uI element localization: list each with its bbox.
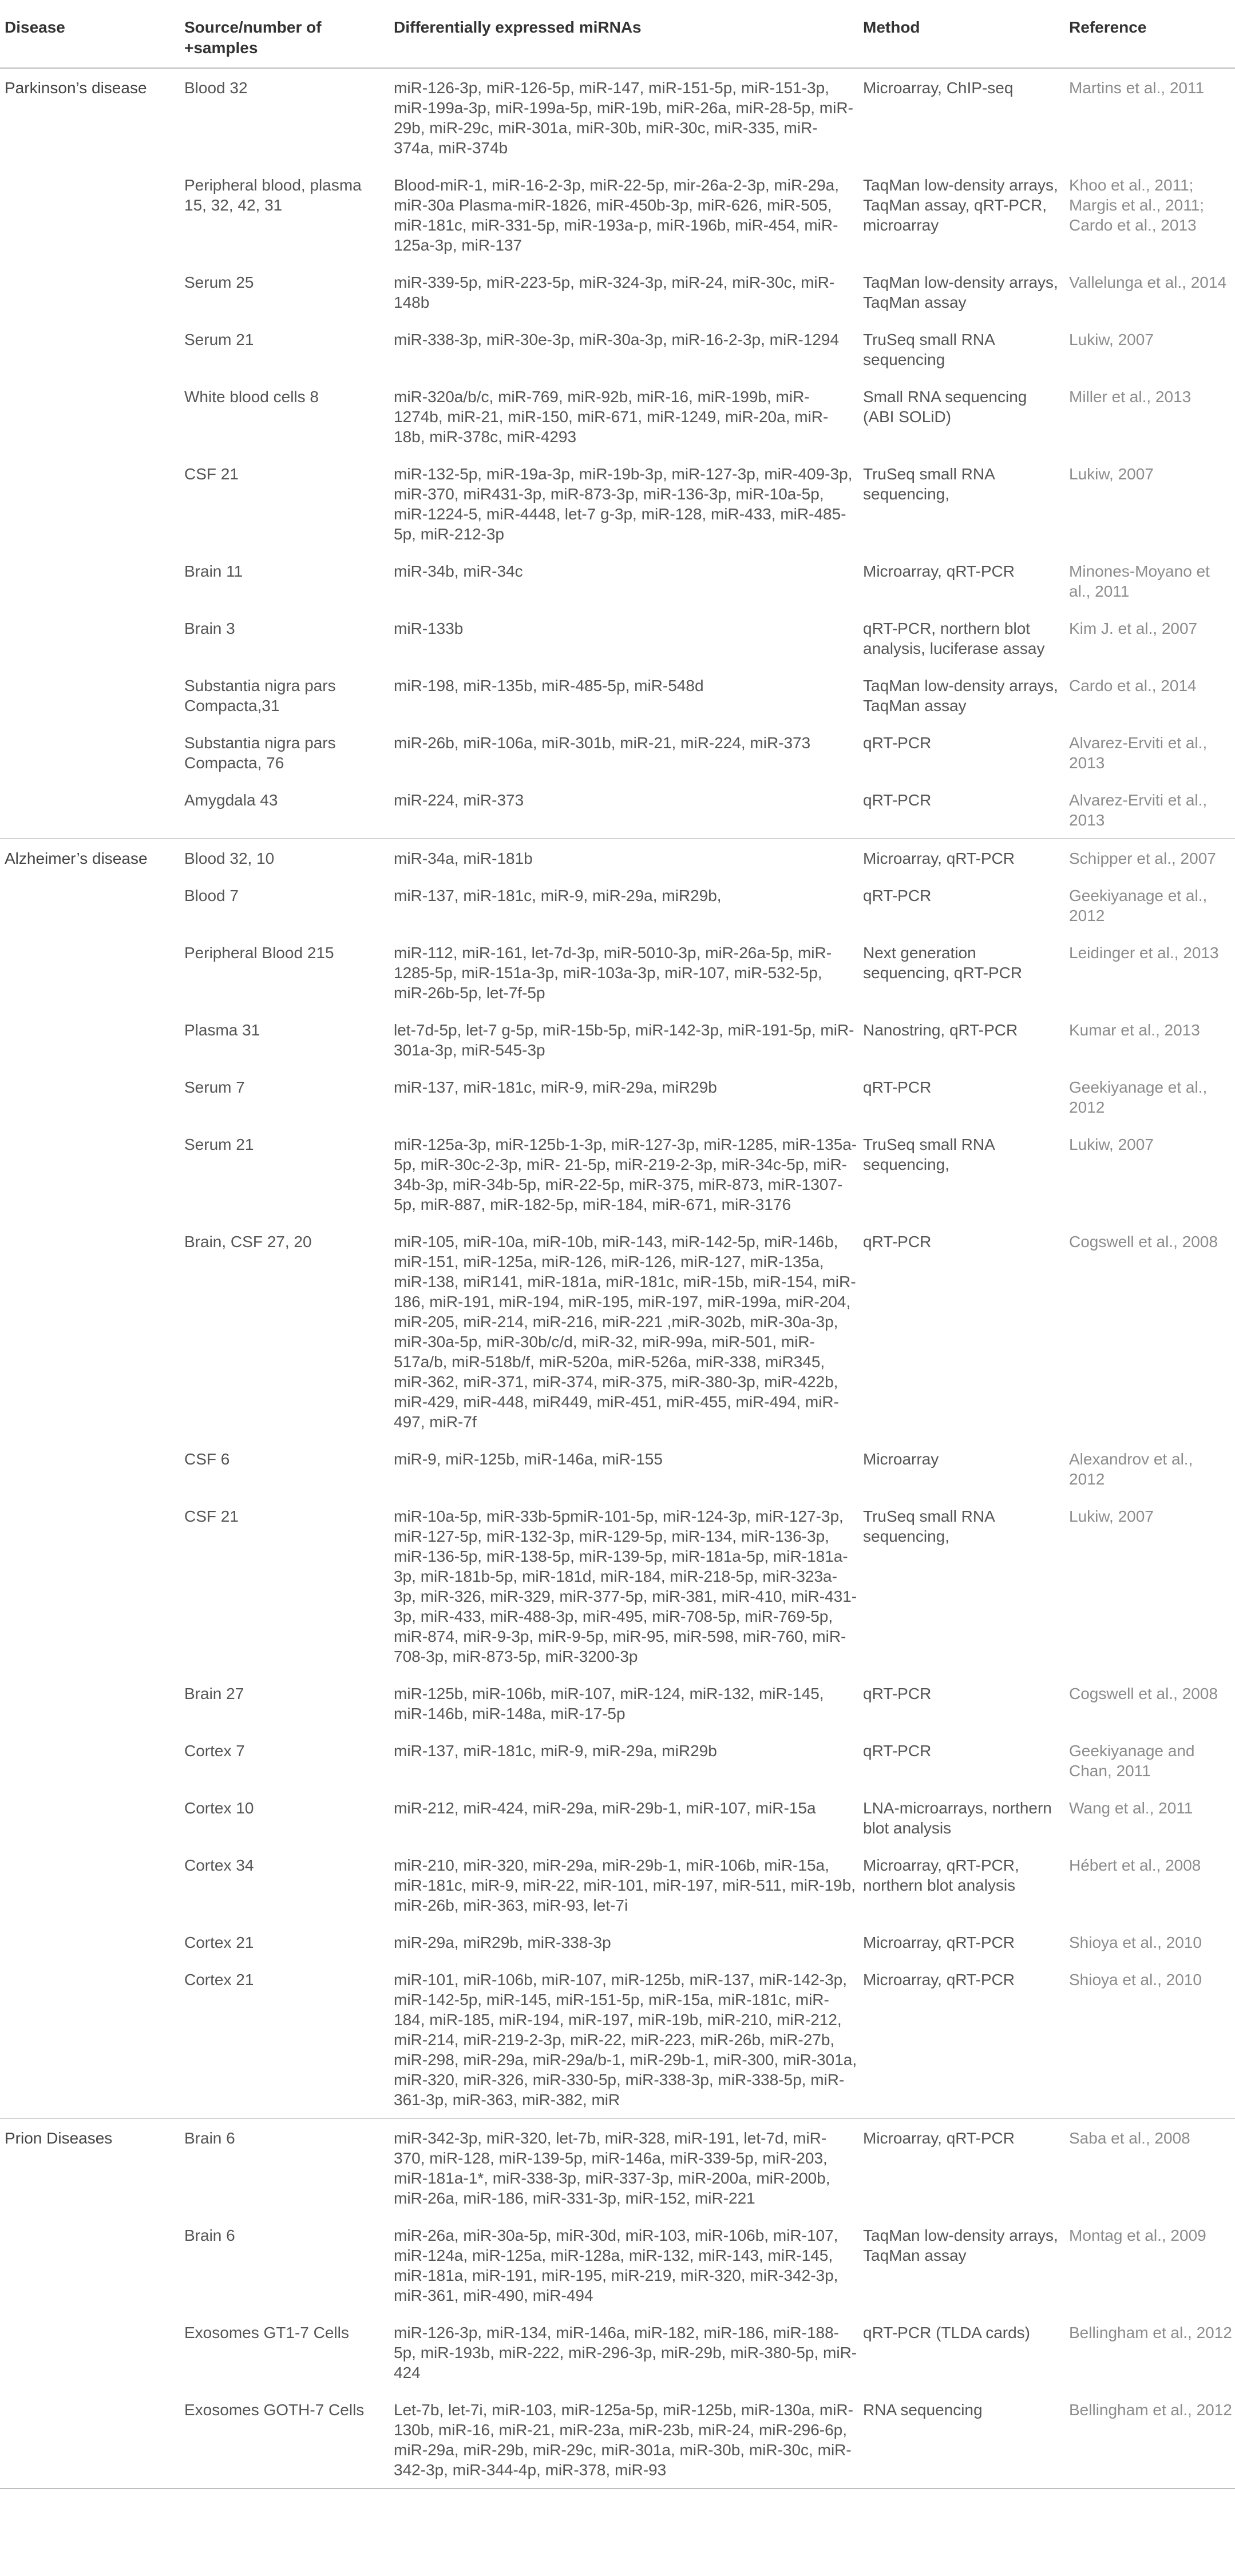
header-source: Source/number of +samples <box>184 18 322 57</box>
reference-cell: Lukiw, 2007 <box>1069 1136 1154 1153</box>
mirnas-cell: miR-10a-5p, miR-33b-5pmiR-101-5p, miR-124-3p, miR-127-3p, miR-127-5p, miR-132-3p, miR-129-5p, miR-134, miR-136-3p, miR-136-5p, miR-138-5p, miR-139-5p, miR-181a-5p, miR-181a-3p, miR-181b-5p, miR-181d, miR-184, miR-218-5p, miR-323a-3p, miR-326, miR-329, miR-377-5p, miR-381, miR-410, miR-431-3p, miR-433, miR-488-3p, miR-495, miR-708-5p, miR-769-5p, miR-874, miR-9-3p, miR-9-5p, miR-95, miR-598, miR-760, miR-708-3p, miR-873-5p, miR-3200-3p <box>394 1507 857 1665</box>
source-cell: Brain 6 <box>184 2129 235 2147</box>
mirnas-cell: miR-137, miR-181c, miR-9, miR-29a, miR29b <box>394 1078 717 1096</box>
reference-cell: Bellingham et al., 2012 <box>1069 2401 1232 2419</box>
source-cell: Blood 32 <box>184 79 248 97</box>
table-row <box>0 1068 1235 1125</box>
table-row <box>0 934 1235 1011</box>
mirnas-cell: miR-105, miR-10a, miR-10b, miR-143, miR-142-5p, miR-146b, miR-151, miR-125a, miR-126, miR-126, miR-127, miR-135a, miR-138, miR141, miR-181a, miR-181c, miR-15b, miR-154, miR-186, miR-191, miR-194, miR-195, miR-197, miR-199a, miR-204, miR-205, miR-214, miR-216, miR-221 ,miR-302b, miR-30a-3p, miR-30a-5p, miR-30b/c/d, miR-32, miR-99a, miR-501, miR-517a/b, miR-518b/f, miR-520a, miR-526a, miR-338, miR345, miR-362, miR-371, miR-374, miR-375, miR-380-3p, miR-422b, miR-429, miR-448, miR449, miR-451, miR-455, miR-494, miR-497, miR-7f <box>394 1233 856 1431</box>
mirnas-cell: miR-125b, miR-106b, miR-107, miR-124, miR-132, miR-145, miR-146b, miR-148a, miR-17-5p <box>394 1685 824 1722</box>
disease-cell: Prion Diseases <box>5 2129 113 2147</box>
source-cell: Blood 7 <box>184 887 239 904</box>
mirnas-cell: miR-137, miR-181c, miR-9, miR-29a, miR29b, <box>394 887 722 904</box>
mirnas-cell: miR-26a, miR-30a-5p, miR-30d, miR-103, miR-106b, miR-107, miR-124a, miR-125a, miR-128a, miR-132, miR-143, miR-145, miR-181a, miR-191, miR-195, miR-219, miR-320, miR-342-3p, miR-361, miR-490, miR-494 <box>394 2226 838 2304</box>
reference-cell: Geekiyanage et al., 2012 <box>1069 1078 1208 1116</box>
table-row <box>0 1011 1235 1068</box>
table-row <box>0 2216 1235 2313</box>
reference-cell: Geekiyanage et al., 2012 <box>1069 887 1208 924</box>
mirnas-cell: miR-101, miR-106b, miR-107, miR-125b, miR-137, miR-142-3p, miR-142-5p, miR-145, miR-151-5p, miR-15a, miR-181c, miR-184, miR-185, miR-194, miR-197, miR-19b, miR-210, miR-212, miR-214, miR-219-2-3p, miR-22, miR-223, miR-26b, miR-27b, miR-298, miR-29a, miR-29a/b-1, miR-29b-1, miR-300, miR-301a, miR-320, miR-326, miR-330-5p, miR-338-3p, miR-338-5p, miR-361-3p, miR-363, miR-382, miR <box>394 1971 857 2109</box>
reference-cell: Schipper et al., 2007 <box>1069 850 1216 867</box>
table-row <box>0 69 1235 166</box>
table-bottom-rule <box>0 2488 1235 2489</box>
mirnas-cell: miR-126-3p, miR-126-5p, miR-147, miR-151-5p, miR-151-3p, miR-199a-3p, miR-199a-5p, miR-19b, miR-26a, miR-28-5p, miR-29b, miR-29c, miR-301a, miR-30b, miR-30c, miR-335, miR-374a, miR-374b <box>394 79 853 157</box>
method-cell: Nanostring, qRT-PCR <box>863 1021 1018 1039</box>
reference-cell: Lukiw, 2007 <box>1069 465 1154 483</box>
method-cell: TaqMan low-density arrays, TaqMan assay, qRT-PCR, microarray <box>863 176 1058 234</box>
mirnas-cell: miR-126-3p, miR-134, miR-146a, miR-182, miR-186, miR-188-5p, miR-193b, miR-222, miR-296-3p, miR-29b, miR-380-5p, miR-424 <box>394 2324 857 2381</box>
method-cell: qRT-PCR <box>863 1742 932 1760</box>
method-cell: qRT-PCR <box>863 1233 932 1251</box>
table-body <box>0 69 1235 2488</box>
reference-cell: Kim J. et al., 2007 <box>1069 620 1198 637</box>
method-cell: qRT-PCR <box>863 791 932 809</box>
method-cell: Microarray, qRT-PCR, northern blot analysis <box>863 1856 1019 1894</box>
source-cell: Serum 7 <box>184 1078 245 1096</box>
table-row <box>0 2118 1235 2216</box>
method-cell: Microarray, ChIP-seq <box>863 79 1014 97</box>
reference-cell: Alexandrov et al., 2012 <box>1069 1450 1193 1488</box>
method-cell: qRT-PCR <box>863 1078 932 1096</box>
source-cell: White blood cells 8 <box>184 388 319 406</box>
table-row <box>0 320 1235 378</box>
mirnas-cell: miR-112, miR-161, let-7d-3p, miR-5010-3p, miR-26a-5p, miR-1285-5p, miR-151a-3p, miR-103a-3p, miR-107, miR-532-5p, miR-26b-5p, let-7f-5p <box>394 944 832 1002</box>
method-cell: Microarray, qRT-PCR <box>863 1971 1015 1988</box>
source-cell: Brain 6 <box>184 2226 235 2244</box>
reference-cell: Lukiw, 2007 <box>1069 1507 1154 1525</box>
table-row <box>0 2391 1235 2488</box>
source-cell: Cortex 21 <box>184 1971 254 1988</box>
reference-cell: Geekiyanage and Chan, 2011 <box>1069 1742 1195 1780</box>
source-cell: Serum 25 <box>184 273 254 291</box>
source-cell: Exosomes GOTH-7 Cells <box>184 2401 365 2419</box>
reference-cell: Saba et al., 2008 <box>1069 2129 1190 2147</box>
table-row <box>0 1923 1235 1960</box>
mirnas-cell: miR-342-3p, miR-320, let-7b, miR-328, miR-191, let-7d, miR-370, miR-128, miR-139-5p, miR-146a, miR-339-5p, miR-203, miR-181a-1*, miR-338-3p, miR-337-3p, miR-200a, miR-200b, miR-26a, miR-186, miR-331-3p, miR-152, miR-221 <box>394 2129 830 2207</box>
mirnas-cell: miR-198, miR-135b, miR-485-5p, miR-548d <box>394 677 704 694</box>
source-cell: Amygdala 43 <box>184 791 278 809</box>
table-row <box>0 455 1235 552</box>
reference-cell: Shioya et al., 2010 <box>1069 1934 1202 1951</box>
table-row <box>0 724 1235 781</box>
mirnas-cell: miR-320a/b/c, miR-769, miR-92b, miR-16, miR-199b, miR-1274b, miR-21, miR-150, miR-671, miR-1249, miR-20a, miR-18b, miR-378c, miR-4293 <box>394 388 829 446</box>
reference-cell: Hébert et al., 2008 <box>1069 1856 1201 1874</box>
reference-cell: Montag et al., 2009 <box>1069 2226 1206 2244</box>
source-cell: Plasma 31 <box>184 1021 260 1039</box>
method-cell: RNA sequencing <box>863 2401 983 2419</box>
source-cell: Serum 21 <box>184 331 254 348</box>
mirnas-cell: miR-224, miR-373 <box>394 791 524 809</box>
reference-cell: Shioya et al., 2010 <box>1069 1971 1202 1988</box>
source-cell: Brain 27 <box>184 1685 244 1702</box>
table-header <box>0 0 1235 69</box>
table-row <box>0 609 1235 666</box>
method-cell: qRT-PCR, northern blot analysis, luciferase assay <box>863 620 1045 657</box>
method-cell: TruSeq small RNA sequencing, <box>863 465 995 503</box>
source-cell: Cortex 7 <box>184 1742 245 1760</box>
reference-cell: Bellingham et al., 2012 <box>1069 2324 1232 2341</box>
table-row <box>0 876 1235 934</box>
table-row <box>0 1846 1235 1923</box>
mirnas-cell: miR-125a-3p, miR-125b-1-3p, miR-127-3p, miR-1285, miR-135a-5p, miR-30c-2-3p, miR- 21-5p, miR-219-2-3p, miR-34c-5p, miR-34b-3p, miR-34b-5p, miR-22-5p, miR-375, miR-873, miR-1307-5p, miR-887, miR-182-5p, miR-184, miR-671, miR-3176 <box>394 1136 857 1213</box>
table-row <box>0 2313 1235 2391</box>
source-cell: Substantia nigra pars Compacta,31 <box>184 677 336 715</box>
source-cell: Peripheral Blood 215 <box>184 944 334 962</box>
mirnas-cell: Let-7b, let-7i, miR-103, miR-125a-5p, miR-125b, miR-130a, miR-130b, miR-16, miR-21, miR-23a, miR-23b, miR-24, miR-296-6p, miR-29a, miR-29b, miR-29c, miR-301a, miR-30b, miR-30c, miR-342-3p, miR-344-4p, miR-378, miR-93 <box>394 2401 853 2479</box>
table-row <box>0 838 1235 876</box>
mirnas-cell: Blood-miR-1, miR-16-2-3p, miR-22-5p, mir-26a-2-3p, miR-29a, miR-30a Plasma-miR-1826, miR-450b-3p, miR-626, miR-505, miR-181c, miR-331-5p, miR-193a-p, miR-196b, miR-454, miR-125a-3p, miR-137 <box>394 176 839 254</box>
mirnas-cell: miR-9, miR-125b, miR-146a, miR-155 <box>394 1450 663 1468</box>
source-cell: CSF 6 <box>184 1450 230 1468</box>
disease-cell: Parkinson’s disease <box>5 79 147 97</box>
reference-cell: Alvarez-Erviti et al., 2013 <box>1069 734 1208 772</box>
method-cell: qRT-PCR <box>863 734 932 752</box>
source-cell: Blood 32, 10 <box>184 850 275 867</box>
table-row <box>0 1732 1235 1789</box>
disease-cell: Alzheimer’s disease <box>5 850 148 867</box>
header-disease: Disease <box>5 18 65 36</box>
method-cell: Microarray, qRT-PCR <box>863 850 1015 867</box>
mirnas-cell: miR-34a, miR-181b <box>394 850 533 867</box>
mirnas-cell: miR-29a, miR29b, miR-338-3p <box>394 1934 611 1951</box>
reference-cell: Kumar et al., 2013 <box>1069 1021 1200 1039</box>
reference-cell: Miller et al., 2013 <box>1069 388 1192 406</box>
table-row <box>0 166 1235 263</box>
table-row <box>0 1440 1235 1497</box>
reference-cell: Leidinger et al., 2013 <box>1069 944 1219 962</box>
table-row <box>0 781 1235 838</box>
header-mirnas: Differentially expressed miRNAs <box>394 18 642 36</box>
mirnas-cell: miR-338-3p, miR-30e-3p, miR-30a-3p, miR-16-2-3p, miR-1294 <box>394 331 840 348</box>
source-cell: Substantia nigra pars Compacta, 76 <box>184 734 336 772</box>
method-cell: Microarray, qRT-PCR <box>863 2129 1015 2147</box>
reference-cell: Wang et al., 2011 <box>1069 1799 1193 1817</box>
source-cell: Brain, CSF 27, 20 <box>184 1233 312 1251</box>
method-cell: qRT-PCR <box>863 887 932 904</box>
method-cell: Microarray <box>863 1450 939 1468</box>
method-cell: TruSeq small RNA sequencing, <box>863 1507 995 1545</box>
mirnas-cell: miR-137, miR-181c, miR-9, miR-29a, miR29b <box>394 1742 717 1760</box>
reference-cell: Lukiw, 2007 <box>1069 331 1154 348</box>
mirnas-cell: miR-26b, miR-106a, miR-301b, miR-21, miR-224, miR-373 <box>394 734 811 752</box>
method-cell: TaqMan low-density arrays, TaqMan assay <box>863 273 1058 311</box>
method-cell: Next generation sequencing, qRT-PCR <box>863 944 1023 982</box>
method-cell: qRT-PCR <box>863 1685 932 1702</box>
mirnas-cell: miR-339-5p, miR-223-5p, miR-324-3p, miR-24, miR-30c, miR-148b <box>394 273 835 311</box>
reference-cell: Cardo et al., 2014 <box>1069 677 1197 694</box>
reference-cell: Alvarez-Erviti et al., 2013 <box>1069 791 1208 829</box>
method-cell: TaqMan low-density arrays, TaqMan assay <box>863 2226 1058 2264</box>
table-row <box>0 1674 1235 1732</box>
reference-cell: Cogswell et al., 2008 <box>1069 1685 1218 1702</box>
mirnas-cell: miR-132-5p, miR-19a-3p, miR-19b-3p, miR-127-3p, miR-409-3p, miR-370, miR431-3p, miR-873-3p, miR-136-3p, miR-10a-5p, miR-1224-5, miR-4448, let-7 g-3p, miR-128, miR-433, miR-485-5p, miR-212-3p <box>394 465 853 543</box>
table-row <box>0 1789 1235 1846</box>
mirnas-cell: miR-133b <box>394 620 464 637</box>
mirnas-cell: miR-34b, miR-34c <box>394 562 523 580</box>
source-cell: Cortex 10 <box>184 1799 254 1817</box>
method-cell: Small RNA sequencing (ABI SOLiD) <box>863 388 1027 426</box>
method-cell: TaqMan low-density arrays, TaqMan assay <box>863 677 1058 715</box>
method-cell: qRT-PCR (TLDA cards) <box>863 2324 1030 2341</box>
source-cell: CSF 21 <box>184 1507 239 1525</box>
reference-cell: Khoo et al., 2011; Margis et al., 2011; Cardo et al., 2013 <box>1069 176 1205 234</box>
table-row <box>0 378 1235 455</box>
reference-cell: Cogswell et al., 2008 <box>1069 1233 1218 1251</box>
header-method: Method <box>863 18 920 36</box>
mirnas-cell: miR-210, miR-320, miR-29a, miR-29b-1, miR-106b, miR-15a, miR-181c, miR-9, miR-22, miR-101, miR-197, miR-511, miR-19b, miR-26b, miR-363, miR-93, let-7i <box>394 1856 856 1914</box>
source-cell: Brain 11 <box>184 562 243 580</box>
mirnas-cell: miR-212, miR-424, miR-29a, miR-29b-1, miR-107, miR-15a <box>394 1799 816 1817</box>
method-cell: TruSeq small RNA sequencing, <box>863 1136 995 1173</box>
reference-cell: Martins et al., 2011 <box>1069 79 1205 97</box>
method-cell: Microarray, qRT-PCR <box>863 562 1015 580</box>
table-row <box>0 552 1235 609</box>
method-cell: TruSeq small RNA sequencing <box>863 331 995 368</box>
table-row <box>0 1125 1235 1222</box>
table-row <box>0 1222 1235 1440</box>
table-row <box>0 1497 1235 1674</box>
source-cell: CSF 21 <box>184 465 239 483</box>
table-row <box>0 263 1235 320</box>
source-cell: Brain 3 <box>184 620 235 637</box>
method-cell: Microarray, qRT-PCR <box>863 1934 1015 1951</box>
table-row <box>0 666 1235 724</box>
source-cell: Serum 21 <box>184 1136 254 1153</box>
source-cell: Cortex 34 <box>184 1856 254 1874</box>
mirnas-cell: let-7d-5p, let-7 g-5p, miR-15b-5p, miR-142-3p, miR-191-5p, miR-301a-3p, miR-545-3p <box>394 1021 854 1059</box>
source-cell: Peripheral blood, plasma 15, 32, 42, 31 <box>184 176 362 214</box>
method-cell: LNA-microarrays, northern blot analysis <box>863 1799 1052 1837</box>
table-row <box>0 1960 1235 2118</box>
source-cell: Exosomes GT1-7 Cells <box>184 2324 349 2341</box>
source-cell: Cortex 21 <box>184 1934 254 1951</box>
reference-cell: Vallelunga et al., 2014 <box>1069 273 1227 291</box>
header-reference: Reference <box>1069 18 1147 36</box>
reference-cell: Minones-Moyano et al., 2011 <box>1069 562 1210 600</box>
